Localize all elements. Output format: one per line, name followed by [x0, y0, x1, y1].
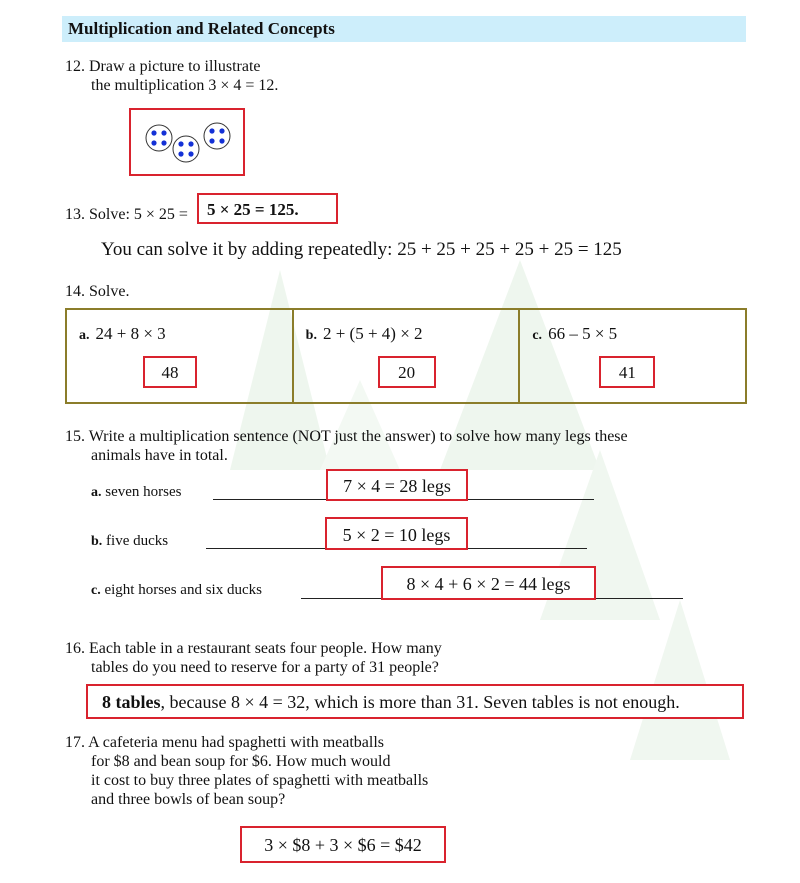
q13-answer: 5 × 25 = 125.: [207, 200, 299, 219]
q17-text: [65, 733, 428, 809]
q14-b-expr: 2 + (5 + 4) × 2: [322, 324, 423, 343]
q15-a-letter: a.: [91, 485, 102, 500]
q16-answer-rest: , because 8 × 4 = 32, which is more than 31. Seven tables is not enough.: [160, 692, 680, 712]
q14-c-answer-box: [599, 356, 655, 388]
q14-c-answer: 41: [618, 363, 636, 382]
q14-b-letter: b.: [305, 328, 317, 343]
q14-a-letter: a.: [79, 328, 90, 343]
q12-text: [65, 57, 278, 95]
q16-line2: tables do you need to reserve for a party of 31 people?: [91, 659, 439, 676]
q16-text: [65, 639, 442, 677]
q12-line2: the multiplication 3 × 4 = 12.: [91, 77, 279, 94]
q14-cell-a: [67, 310, 294, 402]
q14-b-answer: 20: [398, 363, 416, 382]
q12-line1: 12. Draw a picture to illustrate: [65, 58, 261, 75]
q14-a-answer-box: [143, 356, 197, 388]
q16-answer-box: [86, 684, 744, 719]
q15-c-answer: 8 × 4 + 6 × 2 = 44 legs: [406, 574, 571, 594]
q15-c-answer-box: [381, 566, 596, 600]
q14-cell-b: [294, 310, 521, 402]
group-circle-2: [173, 136, 199, 162]
q13-explanation: You can solve it by adding repeatedly: 25 + 25 + 25 + 25 + 25 = 125: [101, 239, 622, 260]
q17-line1: 17. A cafeteria menu had spaghetti with meatballs: [65, 734, 385, 751]
groups-drawing: [131, 110, 243, 174]
q14-c-expr: 66 – 5 × 5: [548, 324, 618, 343]
q13-prompt: 13. Solve: 5 × 25 =: [65, 206, 188, 223]
q15-a-text: seven horses: [105, 484, 182, 500]
q15-a-label: [91, 484, 181, 501]
q15-a-answer: 7 × 4 = 28 legs: [343, 476, 451, 496]
q15-c-label: [91, 582, 262, 599]
q15-b-text: five ducks: [106, 533, 169, 549]
q14-prompt: 14. Solve.: [65, 283, 130, 300]
q14-c-letter: c.: [532, 328, 543, 343]
q12-drawing-box: [129, 108, 245, 176]
q13-answer-box: [197, 193, 338, 224]
q15-b-answer: 5 × 2 = 10 legs: [342, 525, 451, 545]
q17-line2: for $8 and bean soup for $6. How much would: [91, 753, 391, 770]
q17-answer-box: [240, 826, 446, 863]
q15-b-label: [91, 533, 168, 550]
group-circle-3: [204, 123, 230, 149]
q15-b-letter: b.: [91, 534, 103, 549]
q15-b-answer-box: [325, 517, 468, 550]
section-header: [62, 16, 746, 42]
q17-line3: it cost to buy three plates of spaghetti with meatballs: [91, 772, 429, 789]
q15-line1: 15. Write a multiplication sentence (NOT just the answer) to solve how many legs these: [65, 428, 628, 445]
q14-b-answer-box: [378, 356, 436, 388]
section-title: Multiplication and Related Concepts: [68, 19, 335, 38]
q15-c-text: eight horses and six ducks: [104, 582, 262, 598]
q14-a-expr: 24 + 8 × 3: [95, 324, 166, 343]
q14-cell-c: [520, 310, 745, 402]
q15-a-answer-box: [326, 469, 468, 501]
q15-c-letter: c.: [91, 583, 101, 598]
q15-text: [65, 427, 628, 465]
q16-answer: [102, 692, 680, 713]
q14-a-answer: 48: [161, 363, 179, 382]
q16-answer-bold: 8 tables: [102, 692, 161, 712]
q17-answer: 3 × $8 + 3 × $6 = $42: [264, 835, 422, 855]
q16-line1: 16. Each table in a restaurant seats four people. How many: [65, 640, 442, 657]
q17-line4: and three bowls of bean soup?: [91, 791, 286, 808]
q14-grid: [65, 308, 747, 404]
group-circle-1: [146, 125, 172, 151]
q15-line2: animals have in total.: [91, 447, 228, 464]
